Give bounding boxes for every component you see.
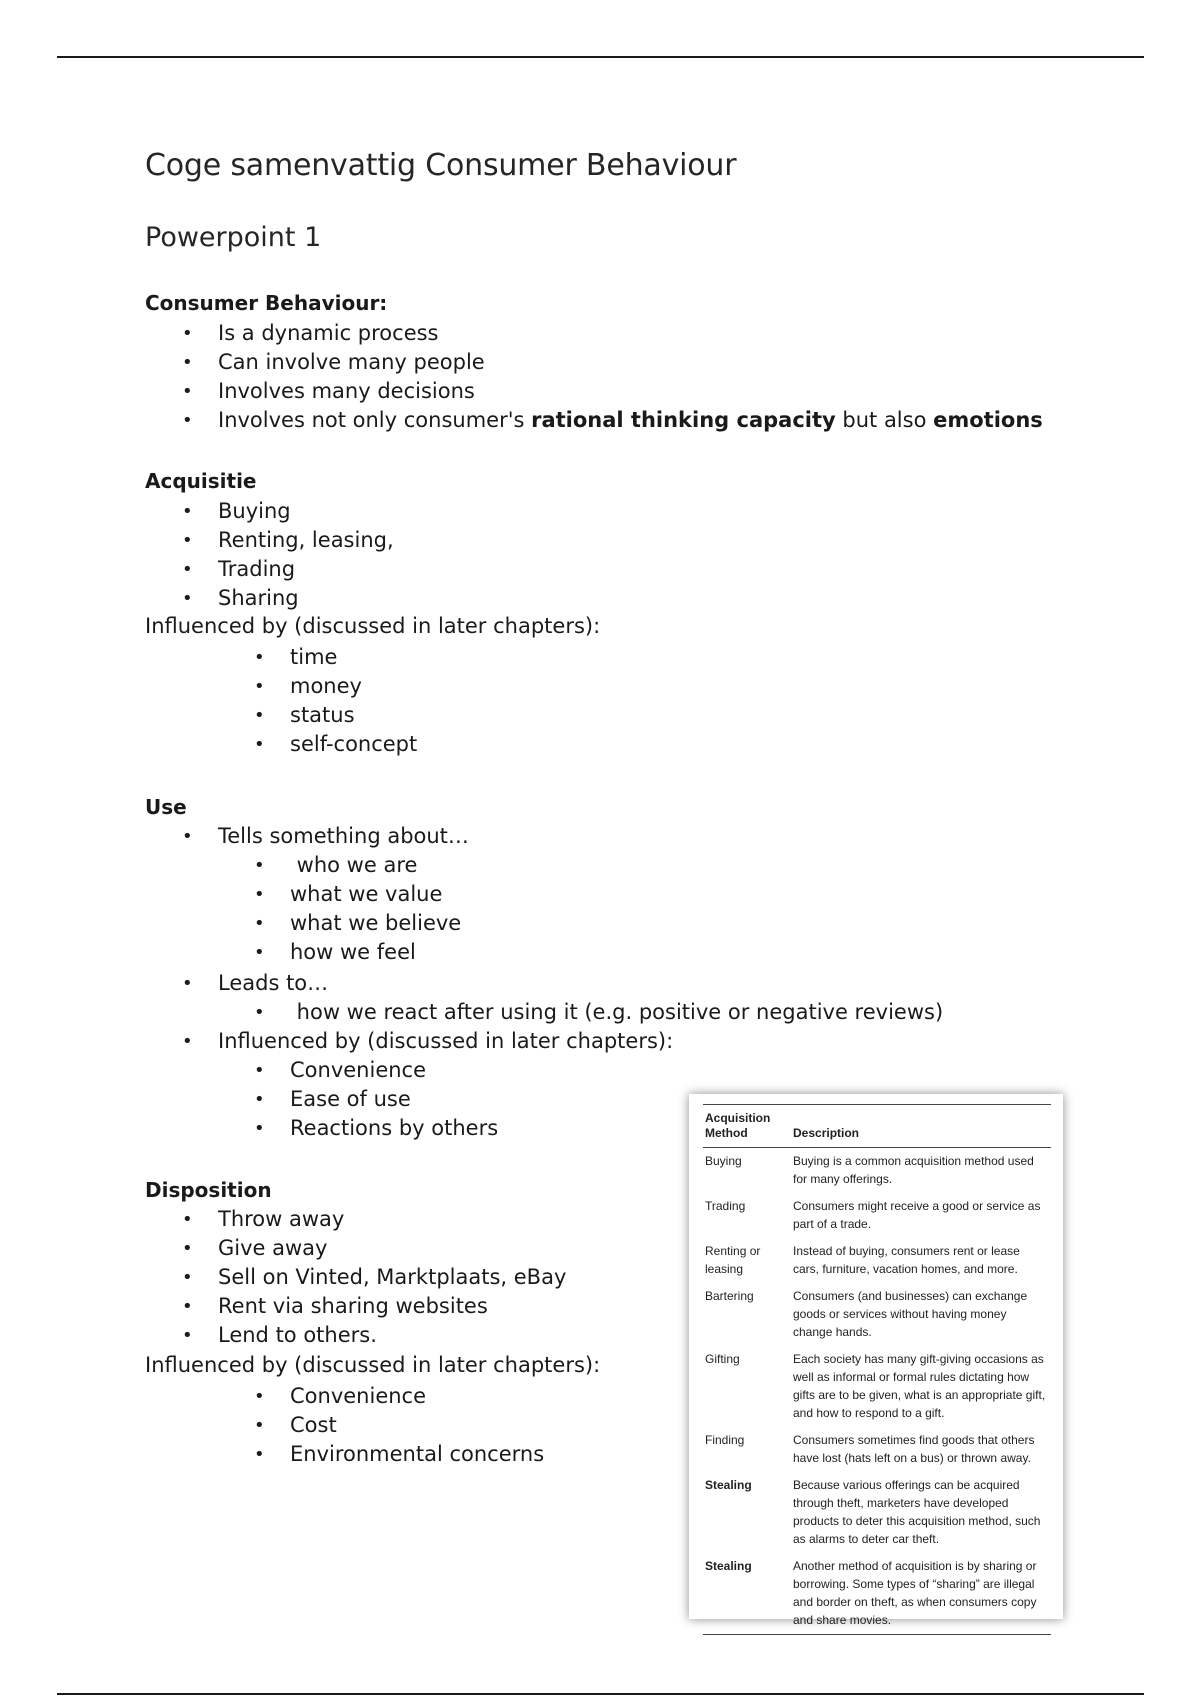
list-item: • time (290, 643, 417, 672)
consumer-behaviour-list (218, 319, 1043, 435)
list-item: • Convenience (290, 1382, 544, 1411)
description-cell: Instead of buying, consumers rent or lease cars, furniture, vacation homes, and more. (793, 1244, 1020, 1276)
bottom-rule (57, 1693, 1144, 1695)
table-row (703, 1472, 1051, 1553)
list-item: • Trading (218, 555, 394, 584)
list-item: • Reactions by others (290, 1114, 498, 1143)
acquisition-methods-figure (689, 1094, 1063, 1627)
acquisitie-list (218, 497, 394, 613)
use-leads-sublist (290, 998, 943, 1027)
list-item: • Is a dynamic process (218, 319, 1043, 348)
list-item: • Cost (290, 1411, 544, 1440)
list-item: • Give away (218, 1234, 566, 1263)
section-subtitle: Powerpoint 1 (145, 222, 322, 253)
list-item: • Rent via sharing websites (218, 1292, 566, 1321)
table-row (703, 1427, 1051, 1472)
method-cell: Stealing (703, 1553, 791, 1635)
document-title: Coge samenvattig Consumer Behaviour (145, 148, 737, 183)
list-item: • how we react after using it (e.g. positive or negative reviews) (290, 998, 943, 1027)
table-row (703, 1283, 1051, 1346)
list-item: • how we feel (290, 938, 461, 967)
description-cell: Buying is a common acquisition method used for many offerings. (793, 1154, 1034, 1186)
disposition-factors-list (290, 1382, 544, 1469)
acquisitie-factors-list (290, 643, 417, 759)
list-item: • Tells something about… (218, 822, 469, 851)
use-heading: Use (145, 795, 187, 819)
use-influenced-list (218, 1027, 673, 1056)
list-item: • what we believe (290, 909, 461, 938)
table-row (703, 1193, 1051, 1238)
description-cell: Each society has many gift-giving occasions as well as informal or formal rules dictating how gifts are to be given, what is an appropriate gift, and how to respond to a gift. (793, 1352, 1046, 1420)
description-cell: Consumers might receive a good or service as part of a trade. (793, 1199, 1041, 1231)
table-row (703, 1238, 1051, 1283)
method-cell: Buying (705, 1154, 742, 1168)
use-tells-sublist (290, 851, 461, 967)
method-cell: Trading (705, 1199, 746, 1213)
table-row (703, 1346, 1051, 1427)
disposition-heading: Disposition (145, 1178, 272, 1202)
method-cell: Renting or leasing (705, 1244, 761, 1276)
list-item: • what we value (290, 880, 461, 909)
column-header-description: Description (791, 1105, 1051, 1148)
list-item: • Can involve many people (218, 348, 1043, 377)
use-tells-list (218, 822, 469, 851)
list-item: • Throw away (218, 1205, 566, 1234)
disposition-influenced-label: Influenced by (discussed in later chapters): (145, 1353, 601, 1377)
method-cell: Gifting (705, 1352, 740, 1366)
list-item: • Leads to… (218, 969, 328, 998)
method-cell: Stealing (705, 1478, 752, 1492)
list-item: • Influenced by (discussed in later chapters): (218, 1027, 673, 1056)
list-item-emotions: • Involves not only consumer's rational thinking capacity but also emotions (218, 406, 1043, 435)
list-item: • Sell on Vinted, Marktplaats, eBay (218, 1263, 566, 1292)
list-item: • Environmental concerns (290, 1440, 544, 1469)
acquisition-methods-table (703, 1104, 1051, 1635)
acquisitie-heading: Acquisitie (145, 469, 257, 493)
top-rule (57, 56, 1144, 58)
description-cell: Consumers (and businesses) can exchange goods or services without having money change hands. (793, 1289, 1028, 1339)
list-item: • Ease of use (290, 1085, 498, 1114)
description-cell: Consumers sometimes find goods that others have lost (hats left on a bus) or thrown away. (793, 1433, 1035, 1465)
method-cell: Bartering (705, 1289, 754, 1303)
description-cell: Because various offerings can be acquired through theft, marketers have developed products to deter this acquisition method, such as alarms to deter car theft. (793, 1478, 1041, 1546)
use-factors-list (290, 1056, 498, 1143)
list-item: • Buying (218, 497, 394, 526)
list-item: • Involves many decisions (218, 377, 1043, 406)
column-header-method: Acquisition Method (703, 1105, 791, 1148)
acquisitie-influenced-label: Influenced by (discussed in later chapters): (145, 614, 601, 638)
use-leads-list (218, 969, 328, 998)
list-item: • Sharing (218, 584, 394, 613)
list-item: • who we are (290, 851, 461, 880)
description-cell: Another method of acquisition is by sharing or borrowing. Some types of “sharing” are illegal and border on theft, as when consumers copy and share movies. (791, 1553, 1051, 1635)
list-item: • status (290, 701, 417, 730)
list-item: • Renting, leasing, (218, 526, 394, 555)
disposition-list (218, 1205, 566, 1350)
list-item: • self-concept (290, 730, 417, 759)
table-row (703, 1148, 1051, 1194)
table-row (703, 1553, 1051, 1635)
list-item: • Convenience (290, 1056, 498, 1085)
method-cell: Finding (705, 1433, 745, 1447)
list-item: • Lend to others. (218, 1321, 566, 1350)
list-item: • money (290, 672, 417, 701)
consumer-behaviour-heading: Consumer Behaviour: (145, 291, 388, 315)
